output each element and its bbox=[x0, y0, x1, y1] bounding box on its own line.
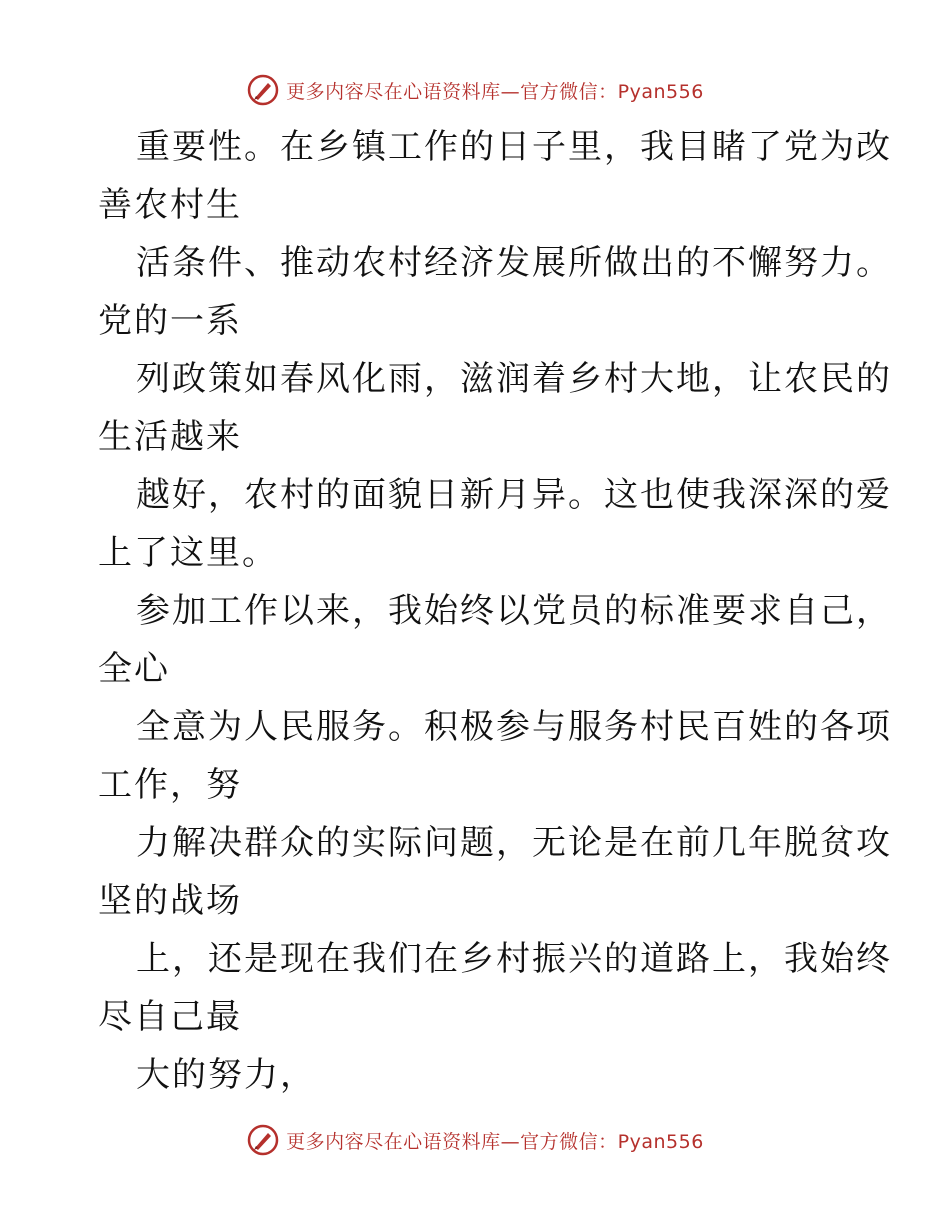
text-line: 生活越来 bbox=[98, 417, 242, 457]
footer-banner-text: 更多内容尽在心语资料库—官方微信：Pyan556 bbox=[286, 1130, 704, 1153]
text-line: 重要性。在乡镇工作的日子里，我目睹了党为改 bbox=[136, 127, 892, 167]
text-line: 上了这里。 bbox=[98, 533, 278, 573]
footer-banner bbox=[0, 1120, 950, 1160]
quill-pen-logo-icon bbox=[246, 73, 280, 107]
text-line: 尽自己最 bbox=[98, 997, 242, 1037]
text-line: 力解决群众的实际问题，无论是在前几年脱贫攻 bbox=[136, 823, 892, 863]
quill-pen-logo-icon bbox=[246, 1123, 280, 1157]
text-line: 大的努力， bbox=[136, 1055, 316, 1095]
text-line: 列政策如春风化雨，滋润着乡村大地，让农民的 bbox=[136, 359, 892, 399]
document-body bbox=[98, 118, 892, 1104]
text-line: 越好，农村的面貌日新月异。这也使我深深的爱 bbox=[136, 475, 892, 515]
text-line: 上，还是现在我们在乡村振兴的道路上，我始终 bbox=[136, 939, 892, 979]
text-line: 工作，努 bbox=[98, 765, 242, 805]
text-line: 全心 bbox=[98, 649, 170, 689]
text-line: 党的一系 bbox=[98, 301, 242, 341]
text-line: 善农村生 bbox=[98, 185, 242, 225]
header-banner bbox=[0, 70, 950, 110]
text-line: 参加工作以来，我始终以党员的标准要求自己， bbox=[136, 591, 892, 631]
text-line: 活条件、推动农村经济发展所做出的不懈努力。 bbox=[136, 243, 892, 283]
text-line: 全意为人民服务。积极参与服务村民百姓的各项 bbox=[136, 707, 892, 747]
header-banner-text: 更多内容尽在心语资料库—官方微信：Pyan556 bbox=[286, 80, 704, 103]
text-line: 坚的战场 bbox=[98, 881, 242, 921]
